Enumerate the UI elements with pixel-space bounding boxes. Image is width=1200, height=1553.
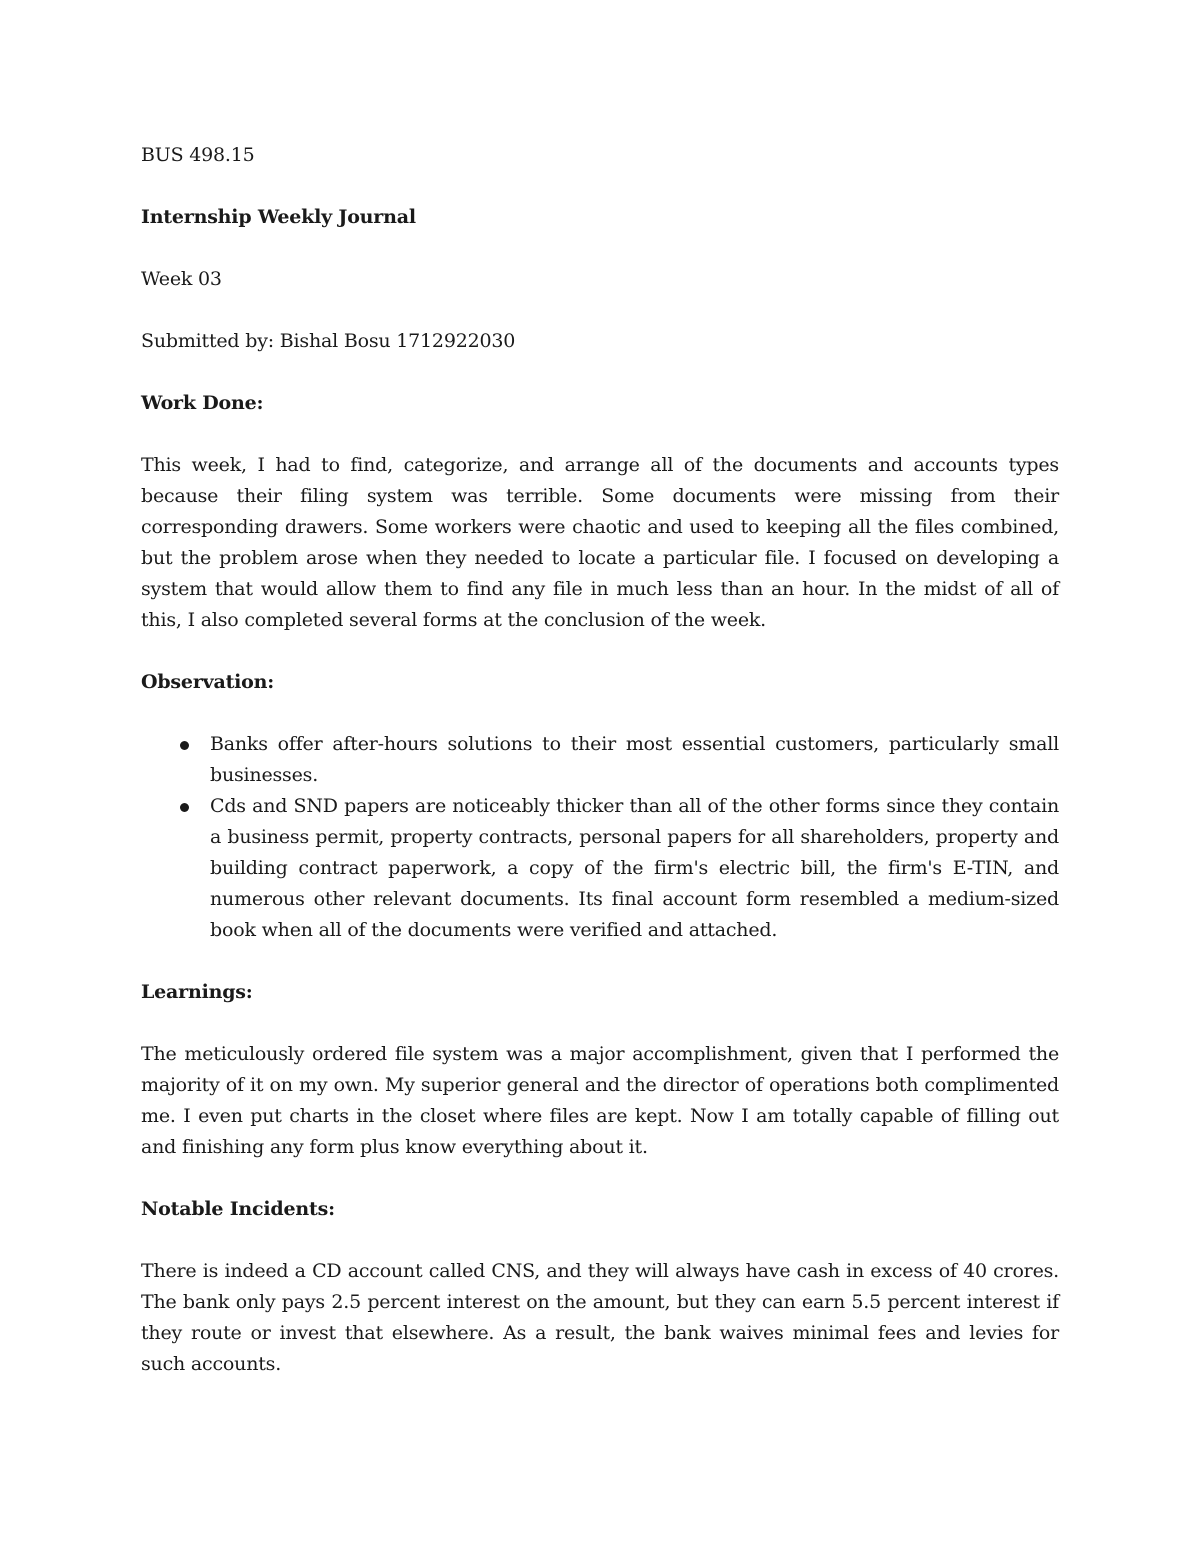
observation-list-item: [141, 791, 1059, 946]
document-title: Internship Weekly Journal: [141, 206, 416, 228]
course-code: BUS 498.15: [141, 144, 255, 166]
work-done-paragraph: This week, I had to find, categorize, and arrange all of the documents and accounts types because their filing system was terrible. Some documents were missing from their corresponding drawers. Some workers were chaotic and used to keeping all the files combined, but the problem arose when they needed to locate a particular file. I focused on developing a system that would allow them to find any file in much less than an hour. In the midst of all of this, I also completed several forms at the conclusion of the week.: [141, 454, 1059, 631]
observation-heading: Observation:: [141, 671, 275, 693]
notable-incidents-paragraph: There is indeed a CD account called CNS, and they will always have cash in excess of 40 crores. The bank only pays 2.5 percent interest on the amount, but they can earn 5.5 percent interest if they route or invest that elsewhere. As a result, the bank waives minimal fees and levies for such accounts.: [141, 1260, 1059, 1375]
observation-item-text: Banks offer after-hours solutions to their most essential customers, particularly small businesses.: [210, 733, 1059, 786]
bullet-icon: [180, 741, 189, 750]
submitted-by: Submitted by: Bishal Bosu 1712922030: [141, 330, 516, 352]
document-body: [141, 140, 1059, 1411]
bullet-icon: [180, 803, 189, 812]
learnings-paragraph: The meticulously ordered file system was a major accomplishment, given that I performed the majority of it on my own. My superior general and the director of operations both complimented me. I even put charts in the closet where files are kept. Now I am totally capable of filling out and finishing any form plus know everything about it.: [141, 1043, 1059, 1158]
observation-item-text: Cds and SND papers are noticeably thicker than all of the other forms since they contain a business permit, property contracts, personal papers for all shareholders, property and building contract paperwork, a copy of the firm's electric bill, the firm's E-TIN, and numerous other relevant documents. Its final account form resembled a medium-sized book when all of the documents were verified and attached.: [210, 795, 1059, 941]
work-done-heading: Work Done:: [141, 392, 264, 414]
observation-list: [141, 729, 1059, 946]
learnings-heading: Learnings:: [141, 981, 253, 1003]
week-label: Week 03: [141, 268, 222, 290]
observation-list-item: [141, 729, 1059, 791]
notable-incidents-heading: Notable Incidents:: [141, 1198, 335, 1220]
